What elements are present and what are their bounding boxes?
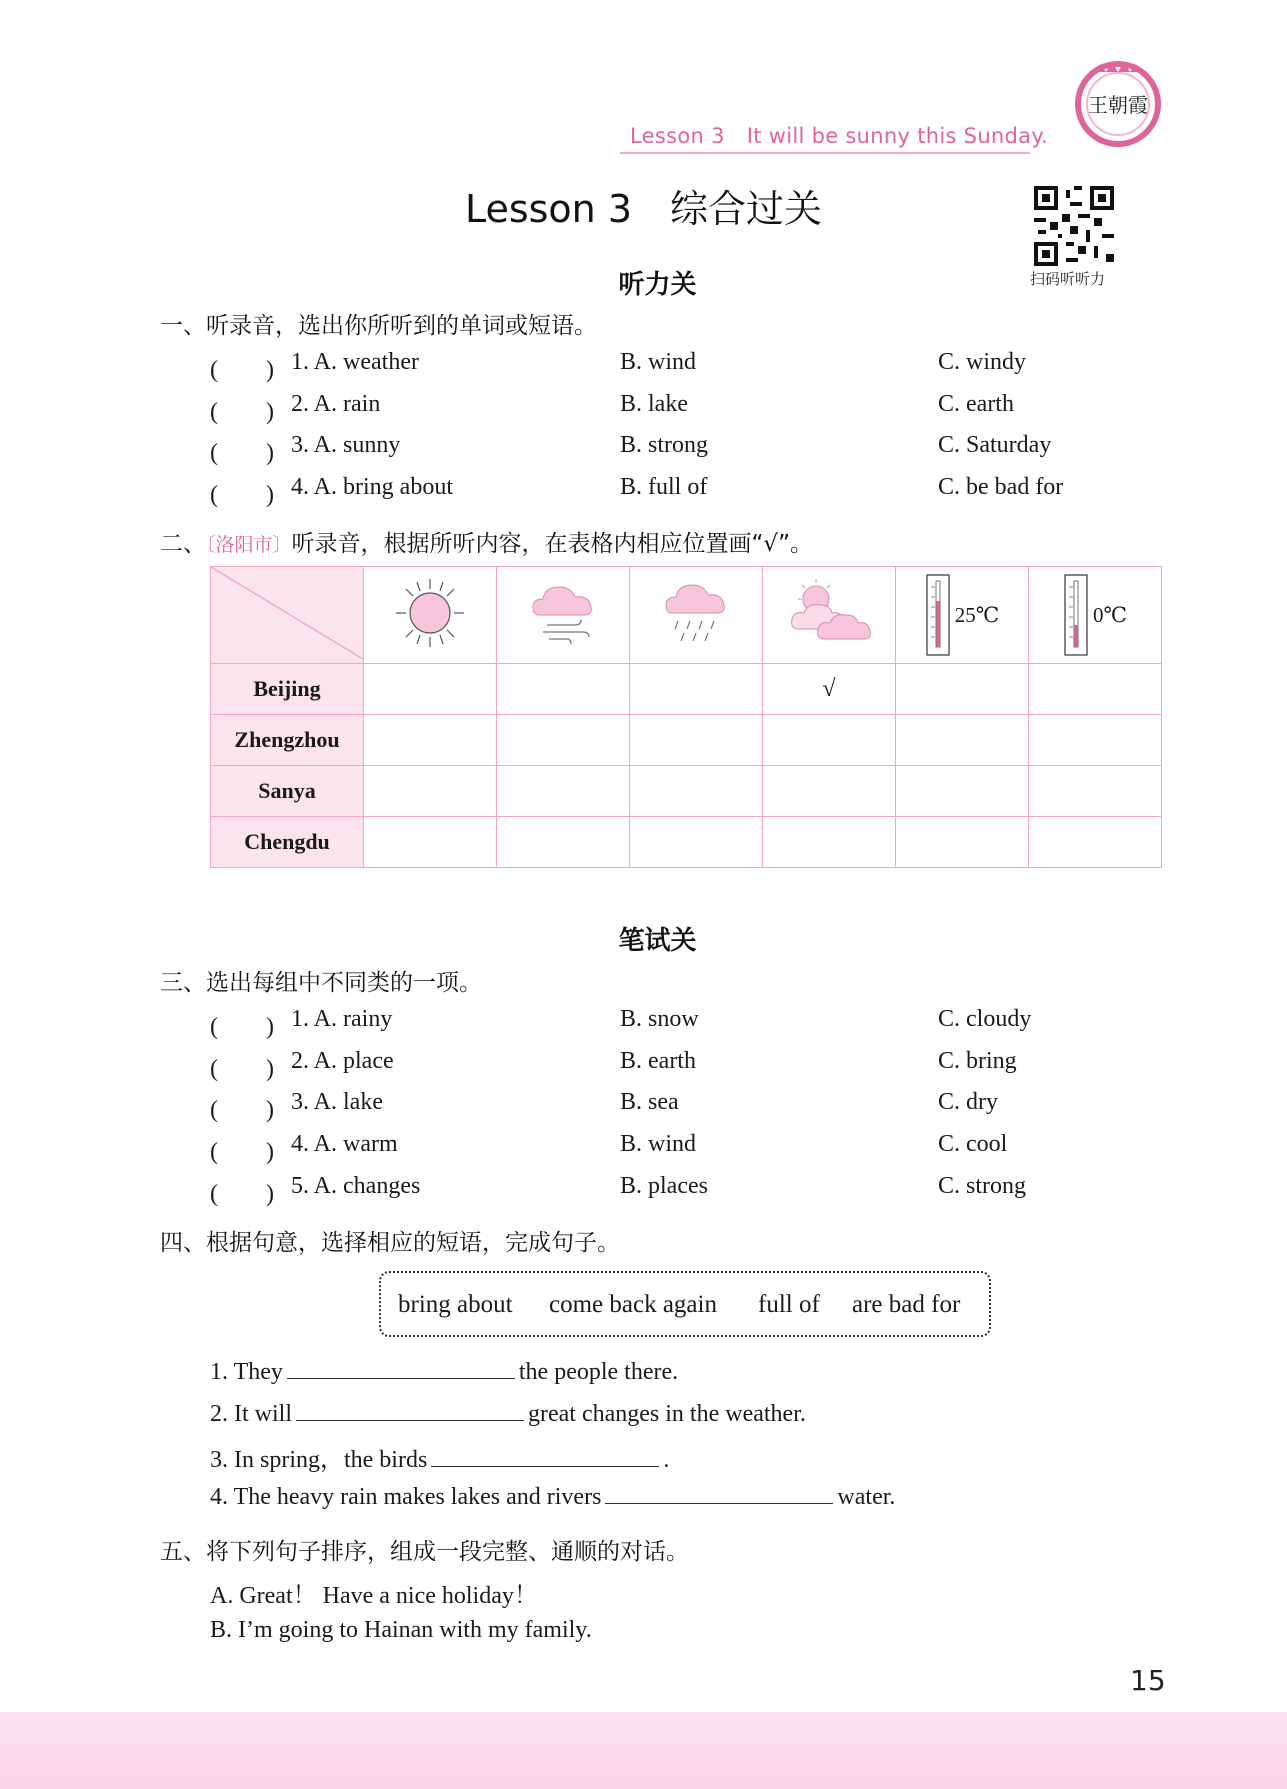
- option-a: 3. A. lake: [291, 1089, 383, 1115]
- phrase-option: are bad for: [852, 1291, 961, 1318]
- answer-cell[interactable]: [497, 715, 630, 766]
- answer-cell[interactable]: [763, 817, 896, 868]
- sentence-start: 2. It will: [210, 1401, 292, 1427]
- option-a: 1. A. rainy: [291, 1006, 393, 1032]
- part5-heading: 五、将下列句子排序，组成一段完整、通顺的对话。: [160, 1539, 689, 1565]
- city-label: Sanya: [211, 766, 364, 817]
- phrase-option: come back again: [549, 1291, 717, 1318]
- answer-cell[interactable]: [1029, 715, 1162, 766]
- option-c: C. dry: [938, 1089, 998, 1115]
- part2-instruction: 听录音，根据所听内容，在表格内相应位置画“√”。: [291, 531, 814, 557]
- header-cloudy: [763, 567, 896, 664]
- answer-paren[interactable]: ( ): [210, 357, 274, 383]
- answer-cell[interactable]: [1029, 766, 1162, 817]
- part4-heading: 四、根据句意，选择相应的短语，完成句子。: [160, 1230, 620, 1256]
- answer-blank[interactable]: [431, 1444, 659, 1467]
- option-a: 2. A. rain: [291, 391, 381, 417]
- option-b: B. lake: [620, 391, 688, 417]
- thermometer-hot-icon: [925, 573, 951, 657]
- answer-paren[interactable]: ( ): [210, 1097, 274, 1123]
- qr-caption: 扫码听听力: [1030, 270, 1106, 288]
- option-b: B. wind: [620, 1131, 697, 1157]
- answer-cell[interactable]: [1029, 664, 1162, 715]
- answer-paren[interactable]: ( ): [210, 1056, 274, 1082]
- answer-cell[interactable]: [630, 766, 763, 817]
- thermometer-cold-icon: [1063, 573, 1089, 657]
- option-c: C. strong: [938, 1173, 1027, 1199]
- header-rule: [620, 152, 1030, 154]
- bottom-band: [0, 1712, 1287, 1789]
- listening-title: 听力关: [618, 270, 697, 300]
- table-row: [211, 715, 1162, 766]
- city-label: Zhengzhou: [211, 715, 364, 766]
- table-row: [211, 664, 1162, 715]
- sentence-end: .: [663, 1447, 670, 1473]
- option-b: B. wind: [620, 349, 697, 375]
- option-b: B. full of: [620, 474, 708, 500]
- part2-prefix: 二、: [160, 531, 206, 557]
- option-c: C. earth: [938, 391, 1014, 417]
- header-lesson: Lesson 3: [630, 124, 725, 148]
- answer-paren[interactable]: ( ): [210, 1014, 274, 1040]
- sun-cloud-icon: [784, 573, 874, 653]
- temp-hot-label: 25℃: [954, 602, 1000, 627]
- temp-cold-label: 0℃: [1093, 602, 1127, 627]
- brand-logo: [1074, 60, 1162, 148]
- option-b: B. places: [620, 1173, 708, 1199]
- answer-cell[interactable]: [896, 715, 1029, 766]
- phrase-option: bring about: [398, 1291, 513, 1318]
- answer-cell[interactable]: [497, 664, 630, 715]
- sentence-start: 1. They: [210, 1359, 283, 1385]
- answer-paren[interactable]: ( ): [210, 1181, 274, 1207]
- header-cold: [1029, 567, 1162, 664]
- option-a: 3. A. sunny: [291, 432, 401, 458]
- answer-cell[interactable]: [896, 664, 1029, 715]
- fill-sentence: [210, 1398, 806, 1428]
- fill-sentence: [210, 1439, 669, 1474]
- fill-sentence: [210, 1481, 895, 1511]
- answer-blank[interactable]: [605, 1481, 833, 1504]
- option-c: C. be bad for: [938, 474, 1064, 500]
- option-c: C. cloudy: [938, 1006, 1032, 1032]
- page-title: Lesson 3 综合过关: [464, 187, 823, 231]
- wind-cloud-icon: [523, 573, 603, 653]
- answer-paren[interactable]: ( ): [210, 1139, 274, 1165]
- sun-icon: [390, 573, 470, 653]
- header-rainy: [630, 567, 763, 664]
- table-row: [211, 817, 1162, 868]
- answer-paren[interactable]: ( ): [210, 440, 274, 466]
- answer-cell[interactable]: [364, 664, 497, 715]
- written-title: 笔试关: [618, 926, 697, 956]
- qr-code[interactable]: [1034, 186, 1114, 266]
- option-a: 4. A. warm: [291, 1131, 398, 1157]
- answer-cell[interactable]: [630, 817, 763, 868]
- header-hot: [896, 567, 1029, 664]
- answer-paren[interactable]: ( ): [210, 482, 274, 508]
- header-subtitle: It will be sunny this Sunday.: [746, 124, 1049, 148]
- page-number: 15: [1130, 1664, 1166, 1697]
- answer-cell[interactable]: [1029, 817, 1162, 868]
- answer-paren[interactable]: ( ): [210, 399, 274, 425]
- option-c: C. Saturday: [938, 432, 1052, 458]
- answer-cell[interactable]: [896, 817, 1029, 868]
- header-windy: [497, 567, 630, 664]
- answer-cell[interactable]: [630, 715, 763, 766]
- option-a: 1. A. weather: [291, 349, 419, 375]
- phrase-option: full of: [758, 1291, 820, 1318]
- part2-heading: [160, 525, 813, 558]
- answer-blank[interactable]: [287, 1356, 515, 1379]
- rain-cloud-icon: [656, 573, 736, 653]
- answer-cell[interactable]: [896, 766, 1029, 817]
- table-corner: [211, 567, 364, 664]
- option-c: C. cool: [938, 1131, 1008, 1157]
- weather-table: [210, 566, 1162, 868]
- option-a: 5. A. changes: [291, 1173, 421, 1199]
- header-sunny: [364, 567, 497, 664]
- option-b: B. snow: [620, 1006, 699, 1032]
- answer-cell[interactable]: [497, 817, 630, 868]
- region-tag: 〔洛阳市〕: [206, 534, 292, 556]
- fill-sentence: [210, 1356, 678, 1386]
- table-row: [211, 766, 1162, 817]
- option-c: C. bring: [938, 1048, 1017, 1074]
- option-a: 2. A. place: [291, 1048, 394, 1074]
- answer-cell[interactable]: [364, 817, 497, 868]
- sentence-start: 3. In spring，the birds: [210, 1447, 428, 1473]
- answer-cell[interactable]: [763, 766, 896, 817]
- running-header: [630, 124, 1048, 148]
- answer-cell[interactable]: [364, 766, 497, 817]
- answer-cell[interactable]: [364, 715, 497, 766]
- city-label: Beijing: [211, 664, 364, 715]
- sentence-start: 4. The heavy rain makes lakes and rivers: [210, 1484, 602, 1510]
- dialogue-line: A. Great！ Have a nice holiday！: [210, 1583, 538, 1609]
- answer-blank[interactable]: [296, 1398, 524, 1421]
- option-a: 4. A. bring about: [291, 474, 453, 500]
- answer-cell[interactable]: [497, 766, 630, 817]
- sentence-end: the people there.: [518, 1359, 679, 1385]
- option-b: B. sea: [620, 1089, 679, 1115]
- option-b: B. strong: [620, 432, 709, 458]
- dialogue-line: B. I’m going to Hainan with my family.: [210, 1617, 592, 1643]
- answer-cell[interactable]: [630, 664, 763, 715]
- sentence-end: great changes in the weather.: [528, 1401, 806, 1427]
- part1-heading: 一、听录音，选出你所听到的单词或短语。: [160, 313, 597, 339]
- option-b: B. earth: [620, 1048, 696, 1074]
- sentence-end: water.: [837, 1484, 896, 1510]
- option-c: C. windy: [938, 349, 1027, 375]
- answer-cell[interactable]: [763, 715, 896, 766]
- city-label: Chengdu: [211, 817, 364, 868]
- part3-heading: 三、选出每组中不同类的一项。: [160, 970, 482, 996]
- example-check-mark: √: [763, 664, 896, 715]
- brand-name: 王朝霞: [1088, 93, 1148, 117]
